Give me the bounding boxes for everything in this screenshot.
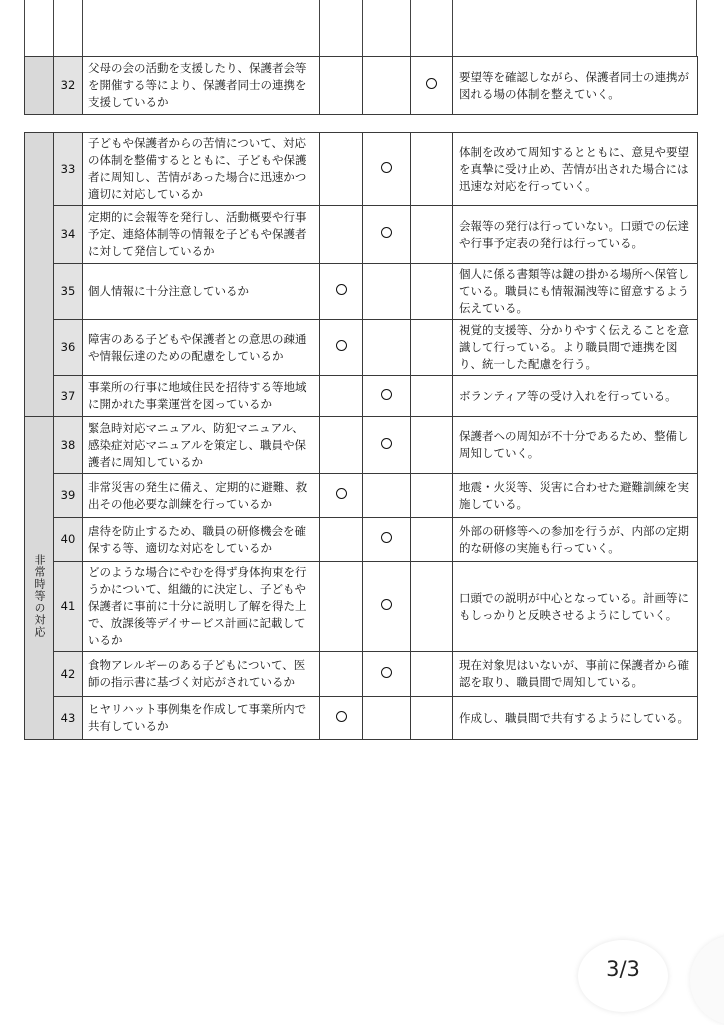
page-indicator (578, 940, 668, 1012)
circle-mark-icon (381, 389, 392, 400)
category-label: 非常時等の対応 (33, 554, 46, 638)
mark-cell-2 (363, 562, 411, 652)
item-number: 36 (54, 320, 83, 376)
improvement-note: 保護者への周知が不十分であるため、整備し周知していく。 (453, 417, 698, 474)
circle-mark-icon (381, 667, 392, 678)
mark-cell-2 (363, 376, 411, 417)
item-number: 35 (54, 264, 83, 320)
table-rule (410, 0, 411, 56)
improvement-note: 体制を改めて周知するとともに、意見や要望を真摯に受け止め、苦情が出された場合には迅速な対応を行っていく。 (453, 133, 698, 206)
mark-cell-2 (363, 518, 411, 562)
table-rule (452, 0, 453, 56)
mark-cell-1 (320, 518, 363, 562)
circle-mark-icon (336, 488, 347, 499)
item-text: 障害のある子どもや保護者との意思の疎通や情報伝達のための配慮をしているか (83, 320, 320, 376)
item-number: 33 (54, 133, 83, 206)
item-number: 40 (54, 518, 83, 562)
item-text: 個人情報に十分注意しているか (83, 264, 320, 320)
item-number: 42 (54, 652, 83, 697)
improvement-note: 個人に係る書類等は鍵の掛かる場所へ保管している。職員にも情報漏洩等に留意するよう伝えている。 (453, 264, 698, 320)
mark-cell-3 (411, 417, 453, 474)
mark-cell-2 (363, 206, 411, 264)
mark-cell-1 (320, 320, 363, 376)
mark-cell-3 (411, 697, 453, 740)
mark-cell-1 (320, 697, 363, 740)
improvement-note: 会報等の発行は行っていない。口頭での伝達や行事予定表の発行は行っている。 (453, 206, 698, 264)
mark-cell-2 (363, 264, 411, 320)
item-text: 定期的に会報等を発行し、活動概要や行事予定、連絡体制等の情報を子どもや保護者に対して発信しているか (83, 206, 320, 264)
table-row (25, 133, 698, 206)
improvement-note: 口頭での説明が中心となっている。計画等にもしっかりと反映させるようにしていく。 (453, 562, 698, 652)
mark-cell-2 (363, 320, 411, 376)
circle-mark-icon (336, 284, 347, 295)
mark-cell-2 (363, 652, 411, 697)
item-number: 39 (54, 474, 83, 518)
evaluation-table-top (24, 56, 698, 115)
mark-cell-1 (320, 562, 363, 652)
item-text: 事業所の行事に地域住民を招待する等地域に開かれた事業運営を図っているか (83, 376, 320, 417)
circle-mark-icon (381, 162, 392, 173)
mark-cell-2 (363, 474, 411, 518)
mark-cell-3 (411, 474, 453, 518)
mark-cell-2 (363, 697, 411, 740)
circle-mark-icon (426, 78, 437, 89)
item-text: 食物アレルギーのある子どもについて、医師の指示書に基づく対応がされているか (83, 652, 320, 697)
item-number: 43 (54, 697, 83, 740)
category-cell (25, 57, 54, 115)
mark-cell-3 (411, 133, 453, 206)
mark-cell-1 (320, 652, 363, 697)
corner-button[interactable] (690, 935, 724, 1025)
improvement-note: 作成し、職員間で共有するようにしている。 (453, 697, 698, 740)
mark-cell-2 (363, 57, 411, 115)
circle-mark-icon (381, 227, 392, 238)
table-rule (696, 0, 697, 56)
item-number: 41 (54, 562, 83, 652)
table-row (25, 57, 698, 115)
table-rule (24, 0, 25, 56)
mark-cell-1 (320, 417, 363, 474)
item-text: 緊急時対応マニュアル、防犯マニュアル、感染症対応マニュアルを策定し、職員や保護者に周知しているか (83, 417, 320, 474)
item-text: 非常災害の発生に備え、定期的に避難、救出その他必要な訓練を行っているか (83, 474, 320, 518)
improvement-note: 要望等を確認しながら、保護者同士の連携が図れる場の体制を整えていく。 (453, 57, 698, 115)
table-row (25, 562, 698, 652)
mark-cell-1 (320, 264, 363, 320)
category-cell (25, 133, 54, 417)
mark-cell-1 (320, 206, 363, 264)
mark-cell-1 (320, 474, 363, 518)
improvement-note: 外部の研修等への参加を行うが、内部の定期的な研修の実施も行っていく。 (453, 518, 698, 562)
table-row (25, 206, 698, 264)
table-row (25, 320, 698, 376)
mark-cell-3 (411, 376, 453, 417)
mark-cell-2 (363, 133, 411, 206)
page-indicator-label: 3/3 (606, 957, 640, 981)
table-row (25, 376, 698, 417)
item-text: 虐待を防止するため、職員の研修機会を確保する等、適切な対応をしているか (83, 518, 320, 562)
mark-cell-1 (320, 57, 363, 115)
mark-cell-2 (363, 417, 411, 474)
mark-cell-3 (411, 57, 453, 115)
item-text: 父母の会の活動を支援したり、保護者会等を開催する等により、保護者同士の連携を支援しているか (83, 57, 320, 115)
mark-cell-1 (320, 376, 363, 417)
item-text: ヒヤリハット事例集を作成して事業所内で共有しているか (83, 697, 320, 740)
table-rule (319, 0, 320, 56)
item-text: どのような場合にやむを得ず身体拘束を行うかについて、組織的に決定し、子どもや保護者に事前に十分に説明し了解を得た上で、放課後等デイサービス計画に記載しているか (83, 562, 320, 652)
table-row (25, 697, 698, 740)
circle-mark-icon (336, 340, 347, 351)
improvement-note: 地震・火災等、災害に合わせた避難訓練を実施している。 (453, 474, 698, 518)
table-row (25, 264, 698, 320)
table-row (25, 417, 698, 474)
item-number: 37 (54, 376, 83, 417)
item-number: 38 (54, 417, 83, 474)
table-row (25, 652, 698, 697)
table-row (25, 518, 698, 562)
circle-mark-icon (381, 438, 392, 449)
item-text: 子どもや保護者からの苦情について、対応の体制を整備するとともに、子どもや保護者に周知し、苦情があった場合に迅速かつ適切に対応しているか (83, 133, 320, 206)
mark-cell-3 (411, 320, 453, 376)
table-row (25, 474, 698, 518)
mark-cell-3 (411, 206, 453, 264)
mark-cell-3 (411, 652, 453, 697)
mark-cell-3 (411, 264, 453, 320)
circle-mark-icon (381, 599, 392, 610)
mark-cell-3 (411, 562, 453, 652)
mark-cell-3 (411, 518, 453, 562)
table-rule (53, 0, 54, 56)
circle-mark-icon (336, 711, 347, 722)
table-rule (362, 0, 363, 56)
item-number: 32 (54, 57, 83, 115)
mark-cell-1 (320, 133, 363, 206)
improvement-note: ボランティア等の受け入れを行っている。 (453, 376, 698, 417)
category-cell-emergency (25, 417, 54, 740)
table-rule (82, 0, 83, 56)
improvement-note: 視覚的支援等、分かりやすく伝えることを意識して行っている。より職員間で連携を図り、統一した配慮を行う。 (453, 320, 698, 376)
circle-mark-icon (381, 532, 392, 543)
evaluation-table (24, 132, 698, 740)
item-number: 34 (54, 206, 83, 264)
improvement-note: 現在対象児はいないが、事前に保護者から確認を取り、職員間で周知している。 (453, 652, 698, 697)
